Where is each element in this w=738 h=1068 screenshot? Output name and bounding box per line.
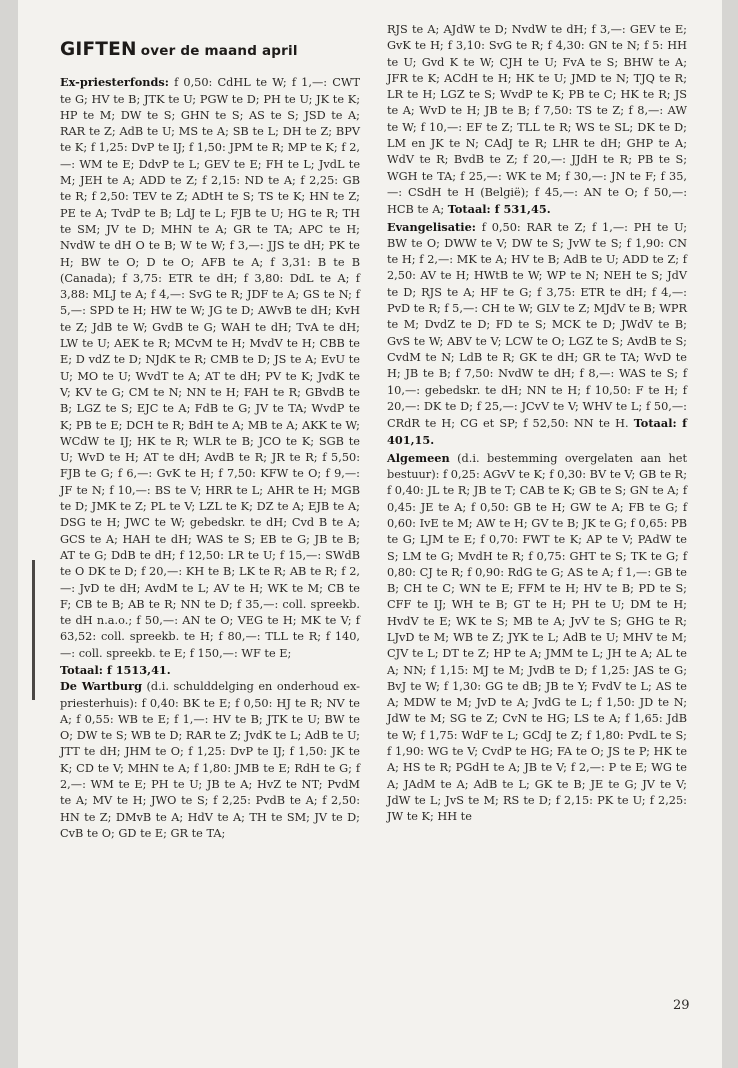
title-sub: over de maand april: [140, 43, 298, 59]
binding-mark: [32, 560, 35, 700]
fund-ex-priesterfonds: [60, 74, 360, 662]
fund-wartburg: [60, 678, 360, 842]
left-column: [60, 39, 361, 842]
right-column: [387, 22, 687, 826]
fund-donations: (d.i. bestemming overgelaten aan het bestuur): f 0,25: AGvV te K; f 0,30: BV te V; GB te R; f 0,40: JL te R; JB te T; CAB te K; GB te S; GN te A; f 0,45: JE te A; f 0,50: GB te H; GW te A; FB te G; f 0,60: IvE te M; AW te H; GV te B; JK te G; f 0,65: PB te G; LJM te E; f 0,70: FWT te K; AP te V; PAdW te S; LM te G; MvdH te R; f 0,75: GHT te S; TK te G; f 0,80: CJ te R; f 0,90: RdG te G; AS te A; f 1,—: GB te B; CH te C; WN te E; FFM te H; HV te B; PD te S; CFF te IJ; WH te B; GT te H; PH te U; DM te H; HvdV te E; WK te S; MB te A; JvV te S; GHG te R; LJvD te M; WB te Z; JYK te L; AdB te U; MHV te M; CJV te L; DT te Z; HP te A; JMM te L; JH te A; AL te A; NN; f 1,15: MJ te M; JvdB te D; f 1,25: JAS te G; BvJ te W; f 1,30: GG te dB; JB te Y; FvdV te L; AS te A; MDW te M; JvD te A; JvdG te L; f 1,50: JD te N; JdW te M; SG te Z; CvN te HG; LS te A; f 1,65: JdB te W; f 1,75: WdF te L; GCdJ te Z; f 1,80: PvdL te S; f 1,90: WG te V; CvdP te HG; FA te O; JS te P; HK te A; HS te R; PGdH te A; JB te V; f 2,—: P te E; WG te A; JAdM te A; AdB te L; GK te B; JE te G; JV te V; JdW te L; JvS te M; RS te D; f 2,15: PK te U; f 2,25: JW te K; HH te: [387, 451, 687, 824]
fund-donations: RJS te A; AJdW te D; NvdW te dH; f 3,—: GEV te E; GvK te H; f 3,10: SvG te R; f 4,30: GN te N; f 5: HH te U; Gvd K te W; CJH te U; FvA te S; BHW te A; JFR te K; ACdH te H; HK te U; JMD te N; TJQ te R; LR te H; LGZ te S; WvdP te K; PB te C; HK te R; JS te A; WvD te H; JB te B; f 7,50: TS te Z; f 8,—: AW te W; f 10,—: EF te Z; TLL te R; WS te SL; DK te D; LM en JK te N; CAdJ te R; LHR te dH; GHP te A; WdV te R; BvdB te Z; f 20,—: JJdH te R; PB te S; WGH te TA; f 25,—: WK te M; f 30,—: JN te F; f 35,—: CSdH te H (België); f 45,—: AN te O; f 50,—: HCB te A;: [387, 23, 687, 217]
fund-total: Totaal: f 1513,41.: [60, 662, 171, 677]
fund-heading: Evangelisatie:: [387, 219, 476, 234]
fund-wartburg-continued: [387, 22, 687, 219]
fund-donations: f 0,50: CdHL te W; f 1,—: CWT te G; HV te B; JTK te U; PGW te D; PH te U; JK te K; HP te M; DW te S; GHN te S; AS te S; JSD te A; RAR te Z; AdB te U; MS te A; SB te L; DH te Z; BPV te K; f 1,25: DvP te IJ; f 1,50: JPM te R; MP te K; f 2,—: WM te E; DdvP te L; GEV te E; FH te L; JvdL te M; JEH te A; ADD te Z; f 2,15: ND te A; f 2,25: GB te R; f 2,50: TEV te Z; ADtH te S; TS te K; HN te Z; PE te A; TvdP te B; LdJ te L; FJB te U; HG te R; TH te SM; JV te D; MHN te A; GR te TA; APC te H; NvdW te dH O te B; W te W; f 3,—: JJS te dH; PK te H; BW te O; D te O; AFB te A; f 3,31: B te B (Canada); f 3,75: ETR te dH; f 3,80: DdL te A; f 3,88: MLJ te A; f 4,—: SvG te R; JDF te A; GS te N; f 5,—: SPD te H; HW te W; JG te D; AWvB te dH; KvH te Z; JdB te W; GvdB te G; WAH te dH; TvA te dH; LW te U; AEK te R; MCvM te H; MvdV te H; CBB te E; D vdZ te D; NJdK te R; CMB te D; JS te A; EvU te U; MO te U; WvdT te A; AT te dH; PV te K; JvdK te V; KV te G; CM te N; NN te H; FAH te R; GBvdB te B; LGZ te S; EJC te A; FdB te G; JV te TA; WvdP te K; PB te E; DCH te R; BdH te A; MB te A; AKK te W; WCdW te IJ; HK te R; WLR te B; JCO te K; SGB te U; WvD te H; AT te dH; AvdB te R; JR te R; f 5,50: FJB te G; f 6,—: GvK te H; f 7,50: KFW te O; f 9,—: JF te N; f 10,—: BS te V; HRR te L; AHR te H; MGB te D; JMK te Z; PL te V; LZL te K; DZ te A; EJB te A; DSG te H; JWC te W; gebedskr. te dH; Cvd B te A; GCS te A; HAH te dH; WAS te S; EB te G; JB te B; AT te G; DdB te dH; f 12,50: LR te U; f 15,—: SWdB te O DK te D; f 20,—: KH te B; LK te R; AB te R; f 2,—: JvD te dH; AvdM te L; AV te H; WK te M; CB te F; CB te B; AB te R; NN te D; f 35,—: coll. spreekb. te dH n.a.o.; f 50,—: AN te O; VEG te H; MK te V; f 63,52: coll. spreekb. te H; f 80,—: TLL te R; f 140,—: coll. spreekb. te E; f 150,—: WF te E;: [60, 76, 360, 660]
fund-algemeen: [387, 450, 687, 826]
magazine-page: [18, 0, 722, 1068]
fund-total: Totaal: f 531,45.: [447, 202, 551, 217]
fund-heading: De Wartburg: [60, 679, 142, 694]
fund-donations: (d.i. schulddelging en onderhoud ex-priesterhuis): f 0,40: BK te E; f 0,50: HJ te R; NV te A; f 0,55: WB te E; f 1,—: HV te B; JTK te U; BW te O; DW te S; WB te D; RAR te Z; JvdK te L; AdB te U; JTT te dH; JHM te O; f 1,25: DvP te IJ; f 1,50: JK te K; CD te V; MHN te A; f 1,80: JMB te E; RdH te G; f 2,—: WM te E; PH te U; JB te A; HvZ te NT; PvdM te A; MV te H; JWO te S; f 2,25: PvdB te A; f 2,50: HN te Z; DMvB te A; HdV te A; TH te SM; JV te D; CvB te O; GD te E; GR te TA;: [60, 680, 361, 840]
page-number: 29: [673, 998, 690, 1013]
fund-donations: f 0,50: RAR te Z; f 1,—: PH te U; BW te O; DWW te V; DW te S; JvW te S; f 1,90: CN te H; f 2,—: MK te A; HV te B; AdB te U; ADD te Z; f 2,50: AV te H; HWtB te W; WP te N; NEH te S; JdV te D; RJS te A; HF te G; f 3,75: ETR te dH; f 4,—: PvD te R; f 5,—: CH te W; GLV te Z; MJdV te B; WPR te M; DvdZ te D; FD te S; MCK te D; JWdV te B; GvS te W; ABV te V; LCW te O; LGZ te S; AvdB te S; CvdM te N; LdB te R; GK te dH; GR te TA; WvD te H; JB te B; f 7,50: NvdW te dH; f 8,—: WAS te S; f 10,—: gebedskr. te dH; NN te H; f 10,50: F te H; f 20,—: DK te D; f 25,—: JCvV te V; WHV te L; f 50,—: CRdR te H; CG et SP; f 52,50: NN te H.: [387, 220, 687, 431]
page-title: [60, 39, 360, 60]
fund-heading: Ex-priesterfonds:: [60, 75, 169, 90]
fund-evangelisatie: [387, 219, 687, 450]
title-main: GIFTEN: [60, 39, 137, 60]
fund-total: Totaal: f 401,15.: [387, 416, 687, 448]
fund-heading: Algemeen: [387, 450, 450, 465]
